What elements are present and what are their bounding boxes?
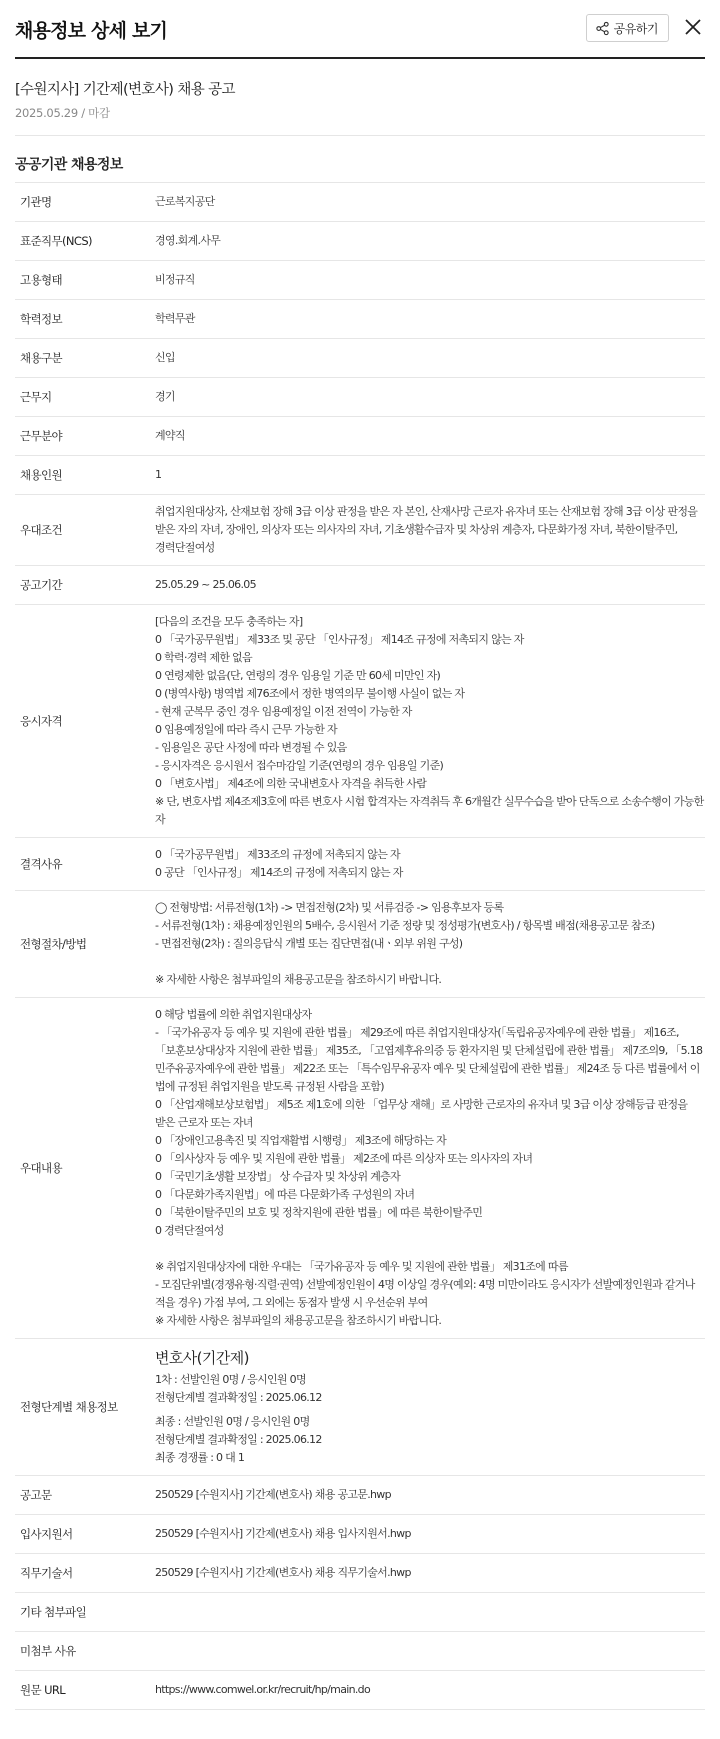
job-title: [수원지사] 기간제(변호사) 채용 공고 [15,82,235,98]
row-value: 경영.회계.사무 [155,234,221,247]
text-line: - 임용일은 공단 사정에 따라 변경될 수 있음 [155,741,347,754]
text-line: ※ 자세한 사항은 첨부파일의 채용공고문을 참조하시기 바랍니다. [155,1314,442,1327]
row-label: 근무지 [20,390,52,404]
close-button[interactable] [681,15,705,39]
row-label: 기타 첨부파일 [20,1605,87,1619]
text-line [155,1240,702,1258]
row-location [15,378,705,417]
row-stage-info [15,1339,705,1476]
text-line: - 응시자격은 응시원서 접수마감일 기준(연령의 경우 임용일 기준) [155,759,444,772]
text-line: - 모집단위별(경쟁유형·직렬·권역) 선발예정인원이 4명 이상일 경우(예외: 4명 미만이라도 응시자가 선발예정인원과 같거나 [155,1278,695,1291]
job-date-status: 2025.05.29 / 마감 [15,106,110,120]
row-label: 결격사유 [20,857,63,871]
row-label: 근무분야 [20,429,63,443]
row-value: 비정규직 [155,273,195,286]
page-title: 채용정보 상세 보기 [15,20,168,42]
text-line: 0 「산업재해보상보험법」 제5조 제1호에 의한 「업무상 재해」로 사망한 근로자의 유자녀 및 3급 이상 장해등급 판정을 [155,1098,688,1111]
row-preference [15,495,705,566]
text-line: - 현재 군복무 중인 경우 임용예정일 이전 전역이 가능한 자 [155,705,412,718]
row-value [155,1593,705,1631]
text-line: - 서류전형(1차) : 채용예정인원의 5배수, 응시원서 기준 정량 및 정성평가(변호사) / 항목별 배점(채용공고문 참조) [155,919,655,932]
row-label: 응시자격 [20,714,63,728]
text-line: 최종 : 선발인원 0명 / 응시인원 0명 [155,1415,310,1428]
row-no-attach-reason [15,1632,705,1671]
text-line: 0 「북한이탈주민의 보호 및 정착지원에 관한 법률」에 따른 북한이탈주민 [155,1206,483,1219]
text-line: 민주유공자예우에 관한 법률」 제22조 또는 「특수임무유공자 예우 및 단체설립에 관한 법률」 제24조 등 다른 법률에서 이 [155,1062,700,1075]
text-line: 0 (병역사항) 병역법 제76조에서 정한 병역의무 불이행 사실이 없는 자 [155,687,465,700]
text-line: ※ 자세한 사항은 첨부파일의 채용공고문을 참조하시기 바랍니다. [155,973,442,986]
row-application-file [15,1515,705,1554]
application-file-link[interactable]: 250529 [수원지사] 기간제(변호사) 채용 입사지원서.hwp [155,1527,411,1540]
text-line: 0 「의사상자 등 예우 및 지원에 관한 법률」 제2조에 따른 의상자 또는 의사자의 자녀 [155,1152,533,1165]
text-line [155,953,699,971]
row-value: 근로복지공단 [155,195,215,208]
row-value [155,998,708,1338]
row-value: 학력무관 [155,312,195,325]
row-period [15,566,705,605]
text-line: 전형단계별 결과확정일 : 2025.06.12 [155,1433,322,1446]
text-line: 0 「변호사법」 제4조에 의한 국내변호사 자격을 취득한 사람 [155,777,427,790]
row-label: 직무기술서 [20,1566,73,1580]
row-label: 학력정보 [20,312,63,326]
row-hire-type [15,339,705,378]
text-line: - 면접전형(2차) : 질의응답식 개별 또는 집단면접(내ㆍ외부 위원 구성) [155,937,463,950]
row-label: 공고문 [20,1488,52,1502]
job-desc-file-link[interactable]: 250529 [수원지사] 기간제(변호사) 채용 직무기술서.hwp [155,1566,411,1579]
text-line: 전형단계별 결과확정일 : 2025.06.12 [155,1391,322,1404]
text-line: 적을 경우) 가점 부여, 그 외에는 동점자 발생 시 우선순위 부여 [155,1296,428,1309]
notice-file-link[interactable]: 250529 [수원지사] 기간제(변호사) 채용 공고문.hwp [155,1488,391,1501]
row-label: 우대조건 [20,523,63,537]
row-other-files [15,1593,705,1632]
row-emp-type [15,261,705,300]
row-label: 고용형태 [20,273,63,287]
job-heading [15,59,705,136]
text-line: 0 임용예정일에 따라 즉시 근무 가능한 자 [155,723,337,736]
row-field [15,417,705,456]
row-value: 계약직 [155,429,185,442]
row-value [155,891,705,997]
row-value [155,1632,705,1670]
text-line: 0 「장애인고용촉진 및 직업재활법 시행령」 제3조에 해당하는 자 [155,1134,446,1147]
share-button[interactable] [586,14,669,42]
text-line: ◯ 전형방법: 서류전형(1차) -> 면접전형(2차) 및 서류검증 -> 임용후보자 등록 [155,901,504,914]
row-label: 전형절차/방법 [20,937,87,951]
row-notice-file [15,1476,705,1515]
text-line: 0 해당 법률에 의한 취업지원대상자 [155,1008,312,1021]
original-url-link[interactable]: https://www.comwel.or.kr/recruit/hp/main.do [155,1683,370,1696]
text-line: 0 「다문화가족지원법」에 따른 다문화가족 구성원의 자녀 [155,1188,415,1201]
text-line: 최종 경쟁률 : 0 대 1 [155,1451,245,1464]
text-line: 0 경력단절여성 [155,1224,224,1237]
row-org [15,183,705,222]
row-edu [15,300,705,339]
close-icon [681,15,705,39]
row-value [155,1339,705,1475]
row-label: 전형단계별 채용정보 [20,1400,118,1414]
row-value: 신입 [155,351,175,364]
text-line: 「보훈보상대상자 지원에 관한 법률」 제35조, 「고엽제후유의증 등 환자지원 및 단체설립에 관한 법률」 제7조의9, 「5.18 [155,1044,703,1057]
row-label: 원문 URL [20,1683,66,1697]
text-line: 법에 규정된 취업지원을 받도록 규정된 사람을 포함) [155,1080,384,1093]
info-table [15,182,705,1710]
row-label: 미첨부 사유 [20,1644,76,1658]
row-count [15,456,705,495]
row-value [155,495,705,565]
text-line: 취업지원대상자, 산재보험 장해 3급 이상 판정을 받은 자 본인, 산재사망 근로자 유자녀 또는 산재보험 장해 3급 이상 판정을 [155,505,698,518]
share-icon [595,21,610,36]
row-label: 공고기간 [20,578,63,592]
share-button-label: 공유하기 [613,21,658,36]
text-line: 받은 근로자 또는 자녀 [155,1116,253,1129]
row-label: 표준직무(NCS) [20,234,92,248]
row-label: 채용인원 [20,468,63,482]
text-line: 0 학력·경력 제한 없음 [155,651,252,664]
text-line: 자 [155,813,165,826]
row-label: 우대내용 [20,1161,63,1175]
row-value: 1 [155,468,162,481]
text-line: ※ 취업지원대상자에 대한 우대는 「국가유공자 등 예우 및 지원에 관한 법률」 제31조에 따름 [155,1260,568,1273]
text-line: 받은 자의 자녀, 장애인, 의상자 또는 의사자의 자녀, 기초생활수급자 및 차상위 계층자, 다문화가정 자녀, 북한이탈주민, [155,523,678,536]
job-detail-page [15,0,705,1710]
text-line: 0 공단 「인사규정」 제14조의 규정에 저촉되지 않는 자 [155,866,403,879]
stage-title: 변호사(기간제) [155,1349,249,1367]
text-line: - 「국가유공자 등 예우 및 지원에 관한 법률」 제29조에 따른 취업지원대상자(「독립유공자예우에 관한 법률」 제16조, [155,1026,679,1039]
text-line: 0 「국가공무원법」 제33조 및 공단 「인사규정」 제14조 규정에 저촉되지 않는 자 [155,633,524,646]
row-value: 25.05.29 ~ 25.06.05 [155,578,256,591]
row-url [15,1671,705,1710]
row-label: 채용구분 [20,351,63,365]
text-line: ※ 단, 변호사법 제4조제3호에 따른 변호사 시험 합격자는 자격취득 후 6개월간 실무수습을 받아 단독으로 소송수행이 가능한 [155,795,704,808]
row-label: 입사지원서 [20,1527,73,1541]
text-line: 0 연령제한 없음(단, 연령의 경우 임용일 기준 만 60세 미만인 자) [155,669,441,682]
text-line: 0 「국민기초생활 보장법」 상 수급자 및 차상위 계층자 [155,1170,400,1183]
row-disqualification [15,838,705,891]
text-line: [다음의 조건을 모두 충족하는 자] [155,615,303,628]
text-line: 경력단절여성 [155,541,215,554]
row-qualification [15,605,705,838]
row-benefit [15,998,705,1339]
row-value: 경기 [155,390,175,403]
section-title: 공공기관 채용정보 [15,157,123,173]
row-ncs [15,222,705,261]
page-header [15,0,705,59]
text-line: 1차 : 선발인원 0명 / 응시인원 0명 [155,1373,306,1386]
text-line: 0 「국가공무원법」 제33조의 규정에 저촉되지 않는 자 [155,848,400,861]
row-job-desc-file [15,1554,705,1593]
row-value [155,838,705,890]
row-procedure [15,891,705,998]
row-value [155,605,710,837]
row-label: 기관명 [20,195,52,209]
